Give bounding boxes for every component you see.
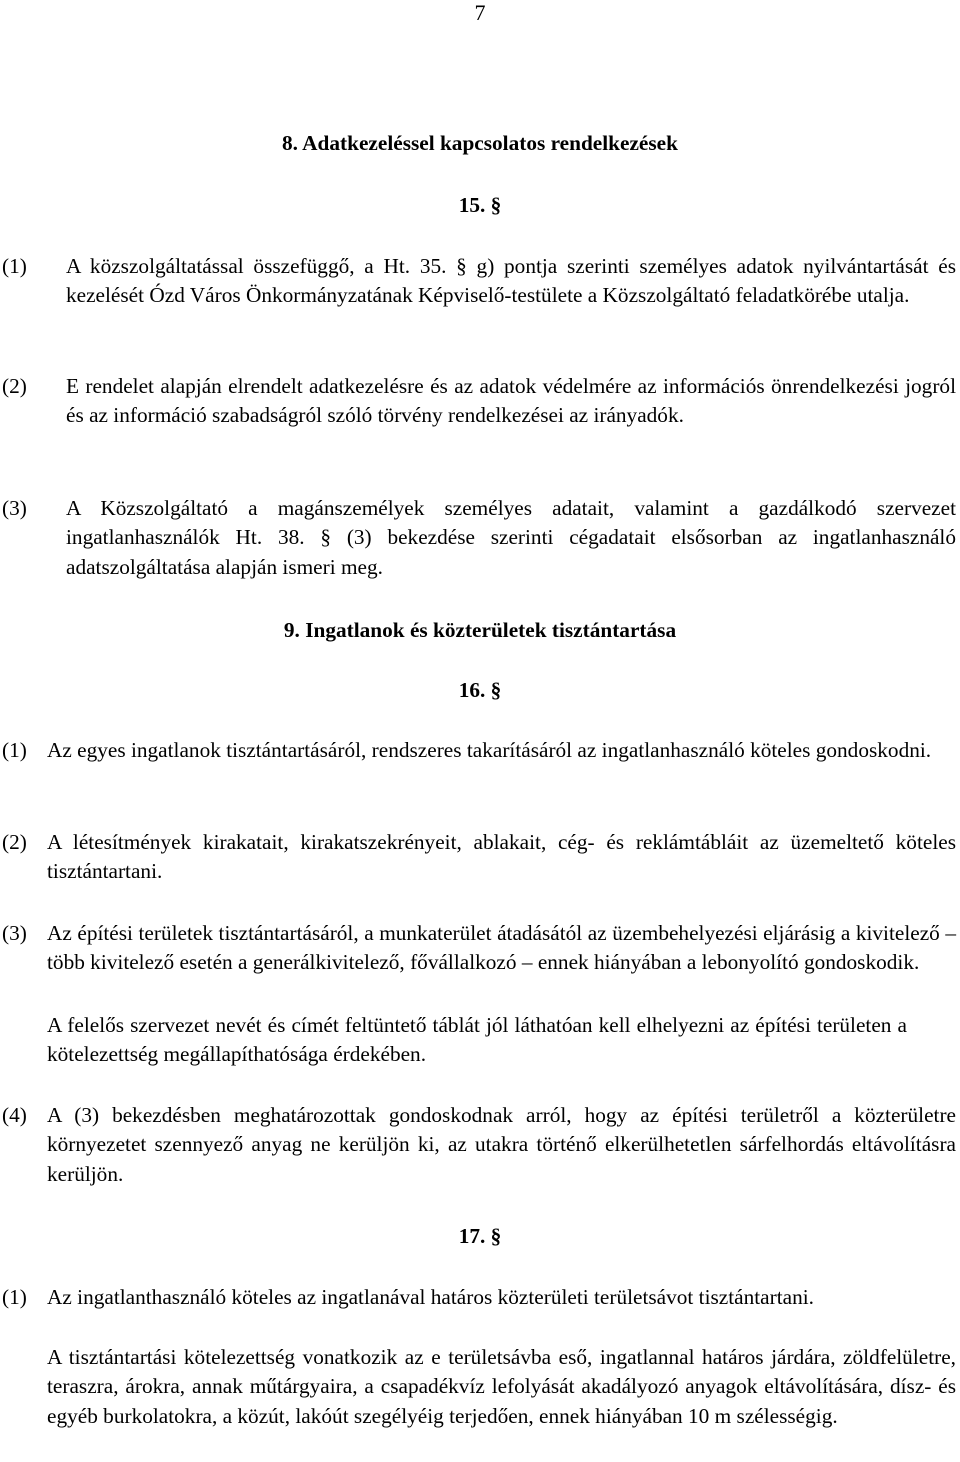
section-heading-8: 8. Adatkezeléssel kapcsolatos rendelkezések (282, 131, 678, 155)
item-extra-text: A tisztántartási kötelezettség vonatkozik az e területsávba eső, ingatlannal határos járdára, zöldfelületre, teraszra, árokra, annak műtárgyaira, a csapadékvíz lefolyását akadályozó anyagok eltávolítására, dísz- és egyéb burkolatokra, a közút, lakóút szegélyéig terjedően, ennek hiányában 10 m szélességig. (47, 1345, 956, 1428)
item-extra-text: A felelős szervezet nevét és címét feltüntető táblát jól láthatóan kell elhelyezni az építési területen a kötelezettség megállapíthatósága érdekében. (47, 1013, 907, 1067)
item-text: A létesítmények kirakatait, kirakatszekrényeit, ablakait, cég- és reklámtábláit az üzemeltető köteles tisztántartani. (47, 830, 956, 884)
item-number: (4) (2, 1103, 27, 1127)
item-text: Az építési területek tisztántartásáról, a munkaterület átadásától az üzembehelyezési eljárásig a kivitelező – több kivitelező esetén a generálkivitelező, fővállalkozó – ennek hiányában a lebonyolító gondoskodik. (47, 921, 956, 975)
item-number: (2) (2, 830, 27, 854)
item-number: (1) (2, 254, 27, 278)
paragraph-number-15: 15. § (458, 193, 502, 217)
item-text: A közszolgáltatással összefüggő, a Ht. 35. § g) pontja szerinti személyes adatok nyilvántartását és kezelését Ózd Város Önkormányzatának Képviselő-testülete a Közszolgáltató feladatkörébe utalja. (66, 254, 956, 308)
item-text: A (3) bekezdésben meghatározottak gondoskodnak arról, hogy az építési területről a közterületre környezetet szennyező anyag ne kerüljön ki, az utakra történő elkerülhetetlen sárfelhordás eltávolításra kerüljön. (47, 1103, 956, 1186)
item-number: (2) (2, 374, 27, 398)
page-number: 7 (474, 0, 486, 25)
item-text: Az egyes ingatlanok tisztántartásáról, rendszeres takarításáról az ingatlanhasználó köteles gondoskodni. (47, 738, 932, 762)
item-number: (3) (2, 921, 27, 945)
item-number: (3) (2, 496, 27, 520)
item-number: (1) (2, 738, 27, 762)
item-number: (1) (2, 1285, 27, 1309)
paragraph-number-16: 16. § (458, 678, 502, 702)
paragraph-number-17: 17. § (458, 1224, 502, 1248)
item-text: E rendelet alapján elrendelt adatkezelésre és az adatok védelmére az információs önrendelkezési jogról és az információ szabadságról szóló törvény rendelkezései az irányadók. (66, 374, 956, 428)
item-text: Az ingatlanthasználó köteles az ingatlanával határos közterületi területsávot tisztántartani. (47, 1285, 814, 1309)
section-heading-9: 9. Ingatlanok és közterületek tisztántartása (283, 618, 677, 642)
item-text: A Közszolgáltató a magánszemélyek személyes adatait, valamint a gazdálkodó szervezet ingatlanhasználók Ht. 38. § (3) bekezdése szerinti cégadatait elsősorban az ingatlanhasználó adatszolgáltatása alapján ismeri meg. (66, 496, 956, 579)
